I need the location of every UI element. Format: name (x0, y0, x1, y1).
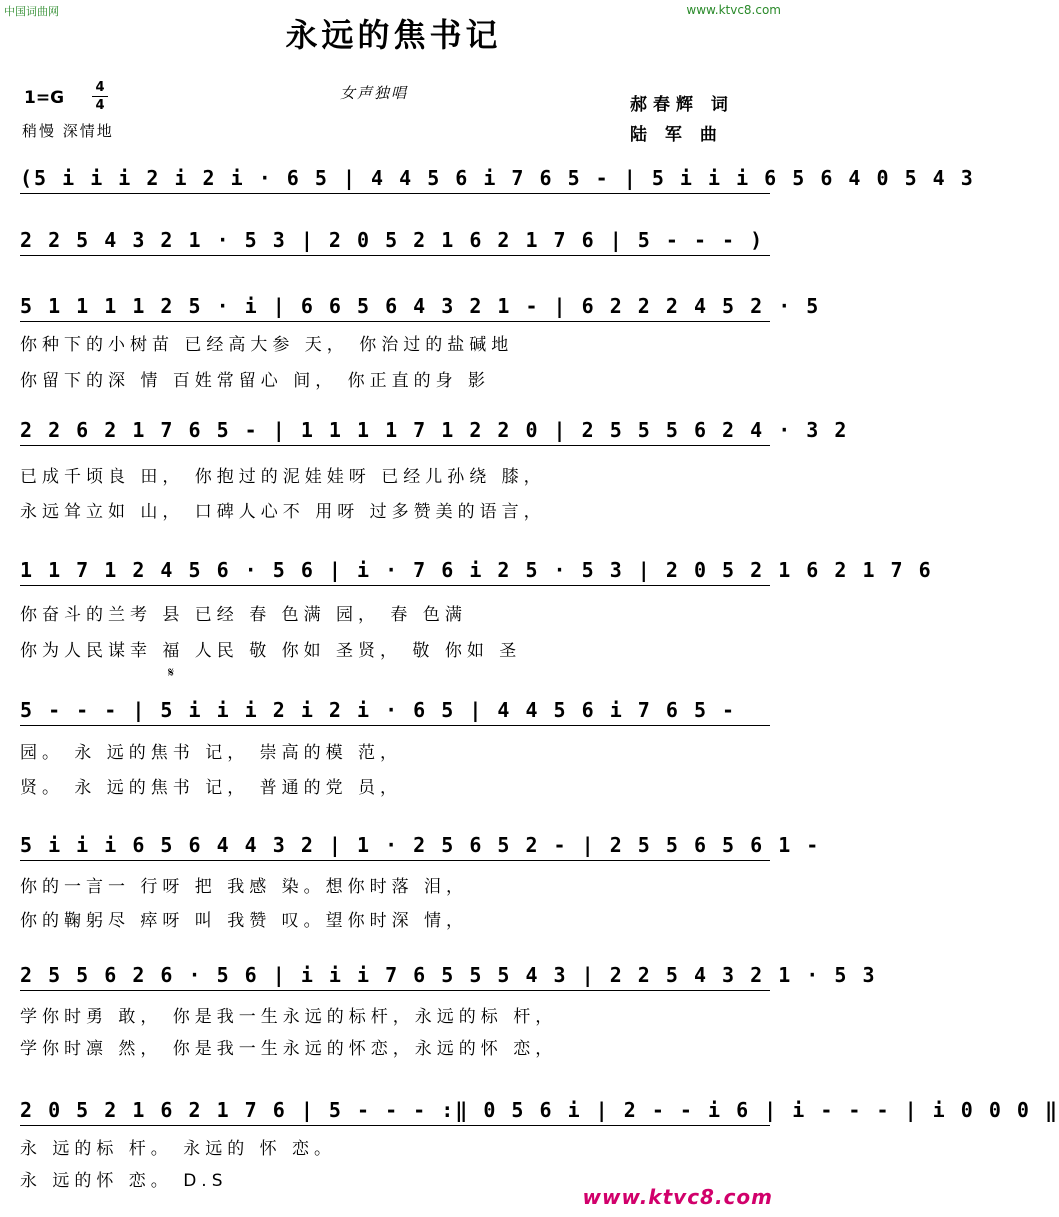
lyric-verse-1: 学你时勇 敢， 你是我一生永远的标杆，永远的标 杆， (20, 1007, 558, 1027)
notation-system-1 (20, 148, 975, 194)
lyricist-credit: 郝春辉 词 (630, 95, 734, 115)
time-signature (92, 80, 108, 113)
notation-line: 1 1 7 1 2 4 5 6 · 5 6 | i · 7 6 i 2 5 · 5 3 | 2 0 5 2 1 6 2 1 7 6 (20, 558, 933, 582)
notation-system-7 (20, 815, 821, 861)
notation-line: 2 2 5 4 3 2 1 · 5 3 | 2 0 5 2 1 6 2 1 7 6 | 5 - - - ) (20, 228, 765, 252)
notation-system-8 (20, 945, 877, 991)
footer-site-url: www.ktvc8.com (582, 1185, 773, 1209)
notation-system-5 (20, 540, 933, 586)
lyric-verse-1: 园。 永 远的焦书 记， 崇高的模 范， (20, 743, 403, 763)
notation-system-6 (20, 680, 770, 726)
lyric-verse-1: 你的一言一 行呀 把 我感 染。想你时落 泪， (20, 877, 469, 897)
time-bottom: 4 (95, 98, 105, 113)
notation-line: 5 i i i 6 5 6 4 4 3 2 | 1 · 2 5 6 5 2 - | 2 5 5 6 5 6 1 - (20, 833, 821, 857)
lyric-verse-1: 已成千顷良 田， 你抱过的泥娃娃呀 已经儿孙绕 膝， (20, 467, 546, 487)
site-url-right: www.ktvc8.com (686, 3, 781, 17)
lyric-verse-2: 永远耸立如 山， 口碑人心不 用呀 过多赞美的语言， (20, 502, 546, 522)
notation-system-2 (20, 210, 770, 256)
notation-line: 5 1 1 1 1 2 5 · i | 6 6 5 6 4 3 2 1 - | 6 2 2 2 4 5 2 · 5 (20, 294, 821, 318)
notation-system-9 (20, 1080, 1059, 1126)
site-logo-left: 中国词曲网 (4, 5, 59, 18)
lyric-verse-2: 永 远的怀 恋。 D.S (20, 1171, 228, 1191)
notation-line: 2 2 6 2 1 7 6 5 - | 1 1 1 1 7 1 2 2 0 | 2 5 5 5 6 2 4 · 3 2 (20, 418, 849, 442)
notation-line: 2 0 5 2 1 6 2 1 7 6 | 5 - - - :‖ 0 5 6 i | 2 - - i 6 | i - - - | i 0 0 0 ‖ (20, 1098, 1059, 1122)
song-title: 永远的焦书记 (285, 16, 502, 54)
notation-system-4 (20, 400, 849, 446)
lyric-verse-1: 你种下的小树苗 已经高大参 天， 你治过的盐碱地 (20, 335, 514, 355)
lyric-verse-2: 贤。 永 远的焦书 记， 普通的党 员， (20, 778, 403, 798)
notation-line: 5 - - - | 5 i i i 2 i 2 i · 6 5 | 4 4 5 6 i 7 6 5 - (20, 698, 737, 722)
lyric-verse-1: 永 远的标 杆。 永远的 怀 恋。 (20, 1139, 337, 1159)
lyric-verse-2: 学你时凛 然， 你是我一生永远的怀恋，永远的怀 恋， (20, 1039, 558, 1059)
segno-sign: 𝄋 (168, 665, 175, 681)
notation-line: 2 5 5 6 2 6 · 5 6 | i i i 7 6 5 5 5 4 3 | 2 2 5 4 3 2 1 · 5 3 (20, 963, 877, 987)
lyric-verse-1: 你奋斗的兰考 县 已经 春 色满 园， 春 色满 (20, 605, 467, 625)
performance-note: 女声独唱 (340, 84, 409, 102)
lyric-verse-2: 你为人民谋幸 福 人民 敬 你如 圣贤， 敬 你如 圣 (20, 641, 522, 661)
tempo-marking: 稍慢 深情地 (22, 122, 114, 140)
lyric-verse-2: 你留下的深 情 百姓常留心 间， 你正直的身 影 (20, 371, 491, 391)
key-signature: 1=G (24, 88, 65, 108)
composer-credit: 陆 军 曲 (630, 125, 723, 145)
notation-line: (5 i i i 2 i 2 i · 6 5 | 4 4 5 6 i 7 6 5 - | 5 i i i 6 5 6 4 0 5 4 3 (20, 166, 975, 190)
notation-system-3 (20, 276, 821, 322)
lyric-verse-2: 你的鞠躬尽 瘁呀 叫 我赞 叹。望你时深 情， (20, 911, 469, 931)
time-top: 4 (95, 80, 105, 95)
